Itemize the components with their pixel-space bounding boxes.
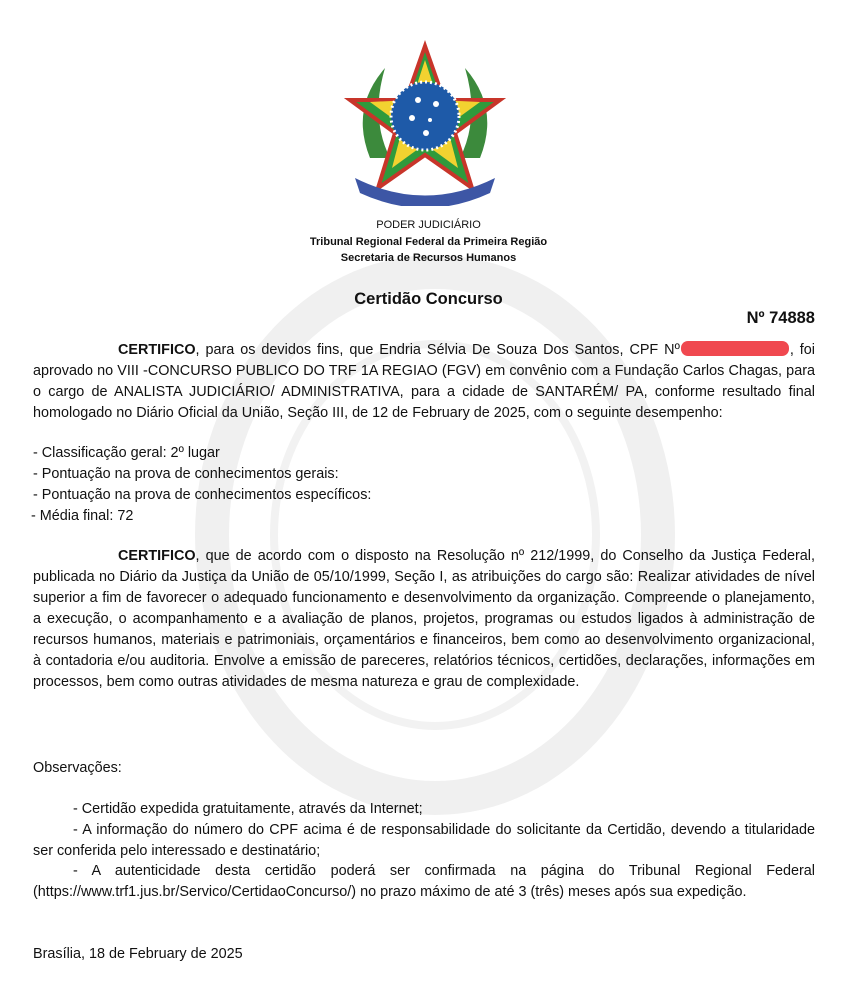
result-final-average: - Média final: 72 [31, 508, 134, 524]
place-date: Brasília, 18 de February de 2025 [33, 946, 243, 962]
document-title: Certidão Concurso [354, 290, 503, 308]
result-specific-score: - Pontuação na prova de conhecimentos específicos: [33, 487, 372, 503]
certification-paragraph [33, 340, 815, 424]
observation-item-2: - A informação do número do CPF acima é de responsabilidade do solicitante da Certidão, devendo a titularidade ser conferida pelo interessado e destinatário; [33, 822, 815, 859]
observation-item-3: - A autenticidade desta certidão poderá ser confirmada na página do Tribunal Regional Federal (https://www.trf1.jus.br/Servico/CertidaoConcurso/) no prazo máximo de até 3 (três) meses após sua expedição. [33, 863, 815, 900]
certifico-lead-2: CERTIFICO [118, 548, 196, 564]
coat-of-arms-emblem [340, 38, 510, 206]
certifico-lead: CERTIFICO [118, 342, 196, 358]
duties-paragraph [33, 546, 815, 693]
para1-text-a: , para os devidos fins, que Endria Sélvia De Souza Dos Santos, CPF Nº [195, 342, 680, 358]
observation-item-1: - Certidão expedida gratuitamente, através da Internet; [73, 801, 423, 817]
result-classification: - Classificação geral: 2º lugar [33, 445, 220, 461]
observations-heading: Observações: [33, 760, 122, 776]
para1-text-b: , foi aprovado no VIII -CONCURSO PUBLICO DO TRF 1A REGIAO (FGV) em convênio com a Fundação Carlos Chagas, para o cargo de ANALISTA JUDICIÁRIO/ ADMINISTRATIVA, para a cidade de SANTARÉM/ PA, conforme resultado final homologado no Diário Oficial da União, Seção III, de 12 de February de 2025, com o seguinte desempenho: [33, 342, 815, 421]
header-tribunal: Tribunal Regional Federal da Primeira Região [309, 236, 548, 248]
redacted-cpf [681, 341, 789, 356]
result-general-score: - Pontuação na prova de conhecimentos gerais: [33, 466, 339, 482]
header-secretaria: Secretaria de Recursos Humanos [340, 252, 517, 264]
header-poder: PODER JUDICIÁRIO [376, 219, 481, 231]
certificate-number: Nº 74888 [746, 309, 815, 327]
para2-text: , que de acordo com o disposto na Resolução nº 212/1999, do Conselho da Justiça Federal, publicada no Diário da Justiça da União de 05/10/1999, Seção I, as atribuições do cargo são: Realizar atividades de nível superior a fim de favorecer o adequado funcionamento e desenvolvimento da organização. Compreende o planejamento, a execução, o acompanhamento e a avaliação de planos, projetos, programas ou estudos ligados à administração de recursos humanos, materiais e patrimoniais, orçamentários e financeiros, bem como ao desenvolvimento organizacional, à contadoria e/ou auditoria. Envolve a emissão de pareceres, relatórios técnicos, certidões, declarações, informações em processos, bem como outras atividades de mesma natureza e grau de complexidade. [33, 548, 815, 690]
